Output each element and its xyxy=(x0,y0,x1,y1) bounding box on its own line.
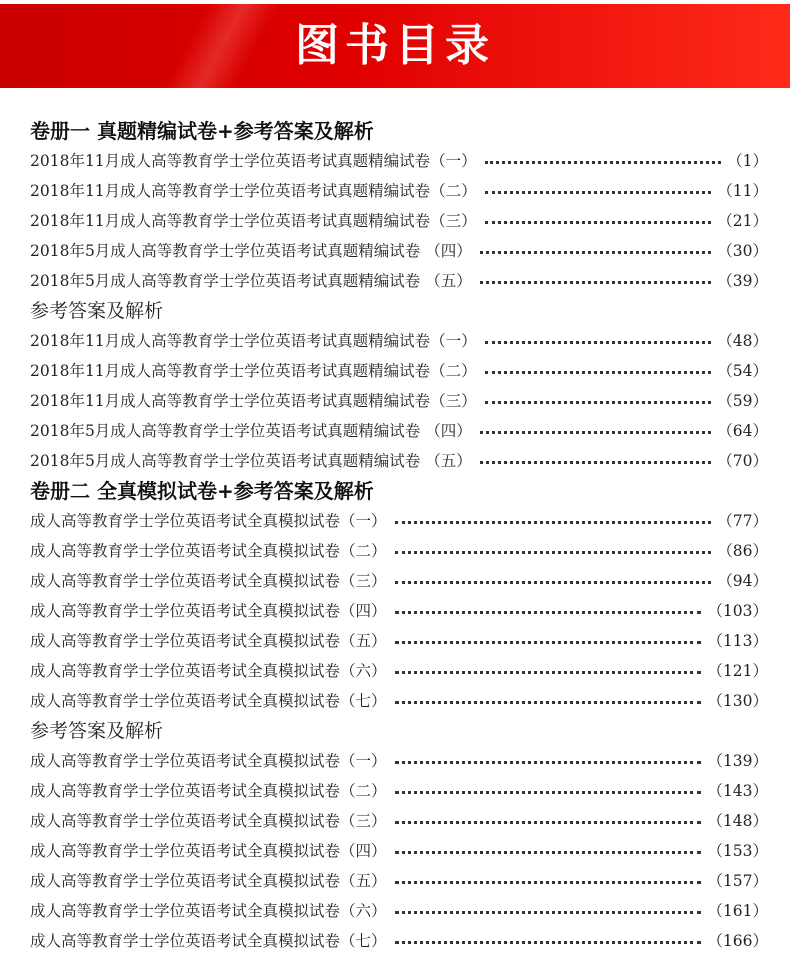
toc-entry-v2-answer-6[interactable] xyxy=(0,896,790,926)
dot-leader xyxy=(395,701,702,704)
toc-entry-title: 成人高等教育学士学位英语考试全真模拟试卷（七） xyxy=(30,692,387,710)
toc-entry-title: 成人高等教育学士学位英语考试全真模拟试卷（五） xyxy=(30,872,387,890)
dot-leader xyxy=(395,761,702,764)
toc-entry-title: 成人高等教育学士学位英语考试全真模拟试卷（六） xyxy=(30,662,387,680)
toc-entry-title: 成人高等教育学士学位英语考试全真模拟试卷（三） xyxy=(30,812,387,830)
toc-entry-page: （30） xyxy=(717,242,768,260)
toc-entry-v1-paper-2[interactable] xyxy=(0,176,790,206)
toc-entry-page: （130） xyxy=(707,692,768,710)
toc-entry-title: 成人高等教育学士学位英语考试全真模拟试卷（四） xyxy=(30,602,387,620)
toc-entry-page: （1） xyxy=(727,152,768,170)
toc-entry-page: （11） xyxy=(717,182,768,200)
header-banner xyxy=(0,4,790,88)
dot-leader xyxy=(395,671,702,674)
toc-entry-v2-paper-1[interactable] xyxy=(0,506,790,536)
dot-leader xyxy=(395,551,712,554)
volume1-title: 卷册一 真题精编试卷+参考答案及解析 xyxy=(30,119,374,143)
toc-entry-v2-paper-4[interactable] xyxy=(0,596,790,626)
toc-entry-title: 2018年11月成人高等教育学士学位英语考试真题精编试卷（一） xyxy=(30,152,477,170)
toc-entry-page: （143） xyxy=(707,782,768,800)
dot-leader xyxy=(480,431,712,434)
toc-entry-page: （166） xyxy=(707,932,768,950)
toc-entry-title: 成人高等教育学士学位英语考试全真模拟试卷（一） xyxy=(30,752,387,770)
toc-entry-page: （157） xyxy=(707,872,768,890)
dot-leader xyxy=(485,191,712,194)
toc-entry-page: （54） xyxy=(717,362,768,380)
toc-entry-page: （153） xyxy=(707,842,768,860)
toc-entry-page: （59） xyxy=(717,392,768,410)
toc-entry-page: （21） xyxy=(717,212,768,230)
toc-entry-v1-answer-4[interactable] xyxy=(0,416,790,446)
toc-entry-v1-answer-1[interactable] xyxy=(0,326,790,356)
toc-entry-title: 成人高等教育学士学位英语考试全真模拟试卷（六） xyxy=(30,902,387,920)
page-title: 图书目录 xyxy=(295,20,495,71)
toc-entry-title: 成人高等教育学士学位英语考试全真模拟试卷（二） xyxy=(30,542,387,560)
dot-leader xyxy=(395,521,712,524)
toc-entry-v2-answer-3[interactable] xyxy=(0,806,790,836)
toc-entry-title: 2018年5月成人高等教育学士学位英语考试真题精编试卷 （四） xyxy=(30,422,472,440)
toc-entry-v2-paper-2[interactable] xyxy=(0,536,790,566)
dot-leader xyxy=(395,791,702,794)
toc-entry-v1-paper-3[interactable] xyxy=(0,206,790,236)
toc-entry-v2-answer-4[interactable] xyxy=(0,836,790,866)
volume2-answers-title: 参考答案及解析 xyxy=(30,720,164,742)
toc-entry-page: （139） xyxy=(707,752,768,770)
toc-entry-v2-answer-7[interactable] xyxy=(0,926,790,956)
dot-leader xyxy=(480,461,712,464)
toc-entry-page: （148） xyxy=(707,812,768,830)
toc-entry-page: （70） xyxy=(717,452,768,470)
toc-entry-page: （94） xyxy=(717,572,768,590)
volume2-title: 卷册二 全真模拟试卷+参考答案及解析 xyxy=(30,479,374,503)
toc-entry-title: 2018年11月成人高等教育学士学位英语考试真题精编试卷（二） xyxy=(30,362,477,380)
dot-leader xyxy=(395,581,712,584)
toc-entry-v1-paper-4[interactable] xyxy=(0,236,790,266)
dot-leader xyxy=(485,161,721,164)
toc-entry-v2-paper-3[interactable] xyxy=(0,566,790,596)
dot-leader xyxy=(395,611,702,614)
toc-entry-page: （161） xyxy=(707,902,768,920)
toc-entry-v2-answer-1[interactable] xyxy=(0,746,790,776)
toc-entry-title: 2018年11月成人高等教育学士学位英语考试真题精编试卷（二） xyxy=(30,182,477,200)
toc-entry-v1-answer-3[interactable] xyxy=(0,386,790,416)
toc-entry-page: （103） xyxy=(707,602,768,620)
toc-entry-v1-paper-1[interactable] xyxy=(0,146,790,176)
toc-entry-v2-paper-6[interactable] xyxy=(0,656,790,686)
toc-entry-title: 2018年11月成人高等教育学士学位英语考试真题精编试卷（三） xyxy=(30,392,477,410)
toc-entry-title: 成人高等教育学士学位英语考试全真模拟试卷（五） xyxy=(30,632,387,650)
toc-entry-title: 成人高等教育学士学位英语考试全真模拟试卷（一） xyxy=(30,512,387,530)
toc-entry-page: （113） xyxy=(707,632,768,650)
toc-entry-page: （48） xyxy=(717,332,768,350)
toc-entry-page: （39） xyxy=(717,272,768,290)
toc-entry-title: 2018年5月成人高等教育学士学位英语考试真题精编试卷 （四） xyxy=(30,242,472,260)
dot-leader xyxy=(395,941,702,944)
toc-entry-title: 2018年5月成人高等教育学士学位英语考试真题精编试卷 （五） xyxy=(30,272,472,290)
dot-leader xyxy=(485,221,712,224)
dot-leader xyxy=(395,851,702,854)
dot-leader xyxy=(485,401,712,404)
dot-leader xyxy=(395,911,702,914)
toc-entry-page: （86） xyxy=(717,542,768,560)
toc-entry-v1-paper-5[interactable] xyxy=(0,266,790,296)
toc-entry-title: 成人高等教育学士学位英语考试全真模拟试卷（四） xyxy=(30,842,387,860)
table-of-contents xyxy=(0,116,790,956)
toc-entry-title: 成人高等教育学士学位英语考试全真模拟试卷（七） xyxy=(30,932,387,950)
dot-leader xyxy=(485,341,712,344)
toc-entry-page: （77） xyxy=(717,512,768,530)
toc-entry-v2-answer-5[interactable] xyxy=(0,866,790,896)
toc-entry-page: （64） xyxy=(717,422,768,440)
toc-entry-v2-answer-2[interactable] xyxy=(0,776,790,806)
toc-entry-title: 2018年11月成人高等教育学士学位英语考试真题精编试卷（一） xyxy=(30,332,477,350)
dot-leader xyxy=(485,371,712,374)
volume1-answers-title: 参考答案及解析 xyxy=(30,300,164,322)
toc-entry-page: （121） xyxy=(707,662,768,680)
toc-entry-v1-answer-5[interactable] xyxy=(0,446,790,476)
dot-leader xyxy=(395,881,702,884)
dot-leader xyxy=(395,821,702,824)
toc-entry-v2-paper-7[interactable] xyxy=(0,686,790,716)
toc-entry-title: 2018年5月成人高等教育学士学位英语考试真题精编试卷 （五） xyxy=(30,452,472,470)
dot-leader xyxy=(395,641,702,644)
dot-leader xyxy=(480,251,712,254)
toc-entry-title: 成人高等教育学士学位英语考试全真模拟试卷（二） xyxy=(30,782,387,800)
toc-entry-v1-answer-2[interactable] xyxy=(0,356,790,386)
toc-entry-title: 2018年11月成人高等教育学士学位英语考试真题精编试卷（三） xyxy=(30,212,477,230)
toc-entry-title: 成人高等教育学士学位英语考试全真模拟试卷（三） xyxy=(30,572,387,590)
toc-entry-v2-paper-5[interactable] xyxy=(0,626,790,656)
dot-leader xyxy=(480,281,712,284)
